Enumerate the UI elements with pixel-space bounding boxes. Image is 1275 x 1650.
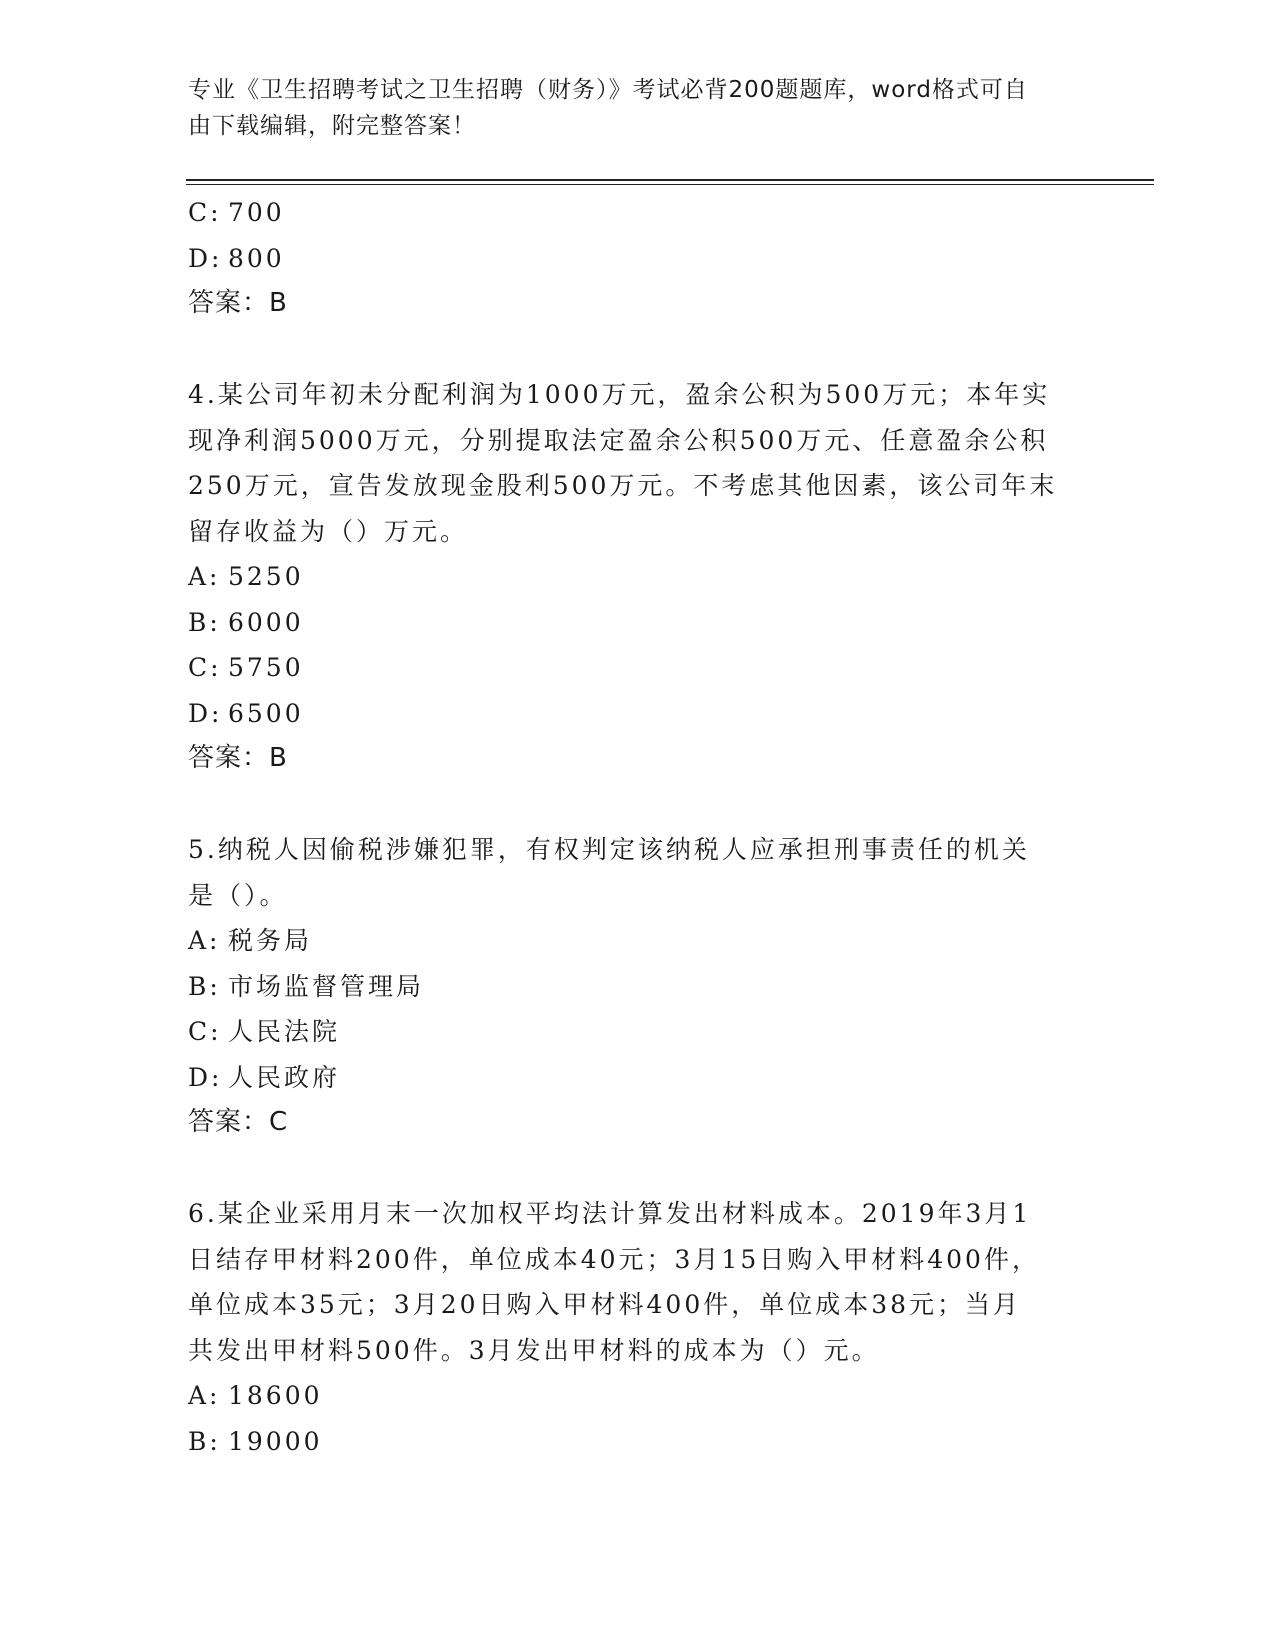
spacer xyxy=(188,327,1088,373)
option-c xyxy=(188,1009,1088,1055)
option-b xyxy=(188,964,1088,1010)
option-b xyxy=(188,600,1088,646)
option-text: 人民法院 xyxy=(228,1017,341,1046)
option-text: 6000 xyxy=(228,607,304,637)
option-label: D: xyxy=(188,1062,223,1092)
option-text: 税务局 xyxy=(228,926,313,955)
spacer xyxy=(188,782,1088,828)
option-label: A: xyxy=(188,562,221,591)
option-text: 市场监督管理局 xyxy=(228,971,425,1001)
option-text: 人民政府 xyxy=(228,1062,341,1092)
question-4-line-2: 现净利润5000万元，分别提取法定盈余公积500万元、任意盈余公积 xyxy=(188,425,1049,455)
option-b xyxy=(188,1419,1088,1465)
option-a xyxy=(188,1373,1088,1419)
option-d xyxy=(188,691,1088,737)
option-c xyxy=(188,645,1088,691)
option-d xyxy=(188,1055,1088,1101)
option-label: C: xyxy=(188,198,222,227)
option-label: C: xyxy=(188,653,222,682)
question-4-line-4: 留存收益为（）万元。 xyxy=(188,516,469,546)
option-label: D: xyxy=(188,243,223,273)
option-a xyxy=(188,554,1088,600)
option-text: 18600 xyxy=(228,1381,323,1410)
option-text: 700 xyxy=(228,198,285,227)
question-6-line-4: 共发出甲材料500件。3月发出甲材料的成本为（）元。 xyxy=(188,1335,880,1365)
header-line-2: 由下载编辑，附完整答案！ xyxy=(188,113,476,139)
question-4-line-3: 250万元，宣告发放现金股利500万元。不考虑其他因素，该公司年末 xyxy=(188,471,1058,500)
answer-line: 答案：C xyxy=(188,1107,289,1137)
option-label: B: xyxy=(188,607,221,637)
question-5-line-2: 是（）。 xyxy=(188,880,288,910)
document-body xyxy=(188,190,1088,1464)
option-text: 5750 xyxy=(228,653,304,682)
header-rule-thick xyxy=(186,179,1154,181)
option-label: C: xyxy=(188,1017,222,1046)
document-header xyxy=(188,72,1068,144)
option-c xyxy=(188,190,1088,236)
answer-line: 答案：B xyxy=(188,743,288,773)
option-a xyxy=(188,918,1088,964)
option-label: A: xyxy=(188,926,221,955)
option-label: B: xyxy=(188,971,221,1001)
question-4-line-1: 4.某公司年初未分配利润为1000万元，盈余公积为500万元；本年实 xyxy=(188,380,1051,409)
header-rule-thin xyxy=(186,184,1154,185)
option-text: 5250 xyxy=(228,562,304,591)
question-6-line-1: 6.某企业采用月末一次加权平均法计算发出材料成本。2019年3月1 xyxy=(188,1199,1032,1228)
option-text: 19000 xyxy=(228,1426,323,1456)
header-line-1: 专业《卫生招聘考试之卫生招聘（财务）》考试必背200题题库，word格式可自 xyxy=(188,77,1028,103)
option-d xyxy=(188,236,1088,282)
question-6-line-3: 单位成本35元；3月20日购入甲材料400件，单位成本38元；当月 xyxy=(188,1290,1022,1319)
option-label: A: xyxy=(188,1381,221,1410)
option-label: D: xyxy=(188,698,223,728)
option-label: B: xyxy=(188,1426,221,1456)
question-6-line-2: 日结存甲材料200件，单位成本40元；3月15日购入甲材料400件， xyxy=(188,1244,1040,1274)
answer-line: 答案：B xyxy=(188,288,288,318)
spacer xyxy=(188,1146,1088,1192)
option-text: 800 xyxy=(228,243,285,273)
question-5-line-1: 5.纳税人因偷税涉嫌犯罪，有权判定该纳税人应承担刑事责任的机关 xyxy=(188,835,1030,864)
option-text: 6500 xyxy=(228,698,304,728)
